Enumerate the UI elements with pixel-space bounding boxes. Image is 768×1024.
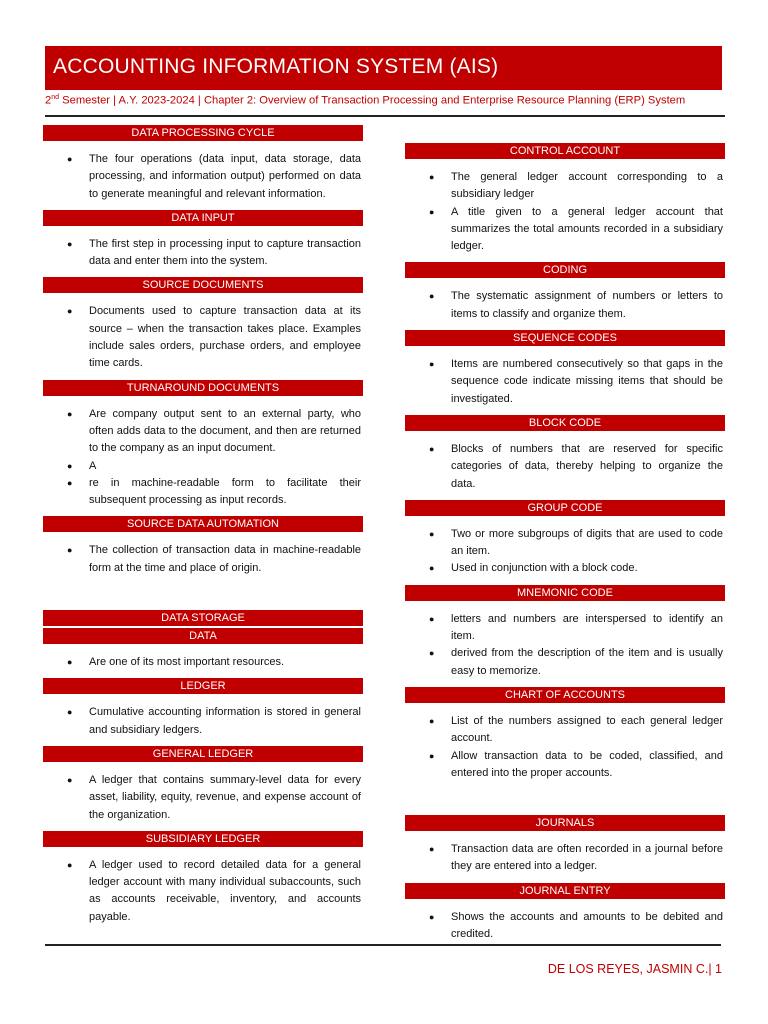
section-header: SUBSIDIARY LEDGER xyxy=(43,831,363,847)
section-data-storage xyxy=(43,610,363,671)
bullet-list xyxy=(43,226,363,271)
list-item-text: Cumulative accounting information is stored in general and subsidiary ledgers. xyxy=(89,706,361,736)
section-general-ledger xyxy=(43,746,363,824)
section-mnemonic-code xyxy=(405,585,725,680)
list-item-text: Shows the accounts and amounts to be debited and credited. xyxy=(451,910,723,941)
bullet-list xyxy=(43,762,363,824)
bullet-icon: ● xyxy=(67,859,73,870)
list-item xyxy=(405,204,725,256)
bullet-icon: ● xyxy=(67,657,73,668)
document-subtitle xyxy=(45,94,725,107)
section-data-processing-cycle xyxy=(43,125,363,203)
bullet-icon: ● xyxy=(67,477,73,488)
list-item xyxy=(43,458,363,475)
bullet-icon: ● xyxy=(67,238,73,249)
section-sequence-codes xyxy=(405,330,725,408)
bullet-list xyxy=(405,346,725,408)
list-item xyxy=(43,475,363,510)
section-header: BLOCK CODE xyxy=(405,415,725,431)
bullet-list xyxy=(405,703,725,782)
bullet-list xyxy=(43,141,363,203)
bullet-list xyxy=(43,532,363,577)
subtitle-ordinal: nd xyxy=(51,94,60,101)
section-header: GROUP CODE xyxy=(405,500,725,516)
list-item-text: Allow transaction data to be coded, classified, and entered into the proper accounts. xyxy=(451,749,723,779)
list-item xyxy=(405,441,725,493)
list-item-text: Transaction data are often recorded in a journal before they are entered into a ledger. xyxy=(451,843,723,873)
list-item xyxy=(43,406,363,458)
section-turnaround-documents xyxy=(43,380,363,510)
section-control-account xyxy=(405,143,725,255)
bullet-icon: ● xyxy=(429,206,435,217)
author-name: DE LOS REYES, JASMIN C. xyxy=(547,962,709,976)
list-item-text: Are company output sent to an external party, who often adds data to the document, and then are returned to the company as an input document. xyxy=(89,407,361,455)
list-item-text: Used in conjunction with a block code. xyxy=(451,562,638,575)
section-header: JOURNAL ENTRY xyxy=(405,883,725,899)
bullet-icon: ● xyxy=(429,172,435,182)
list-item-text: letters and numbers are interspersed to identify an item. xyxy=(451,612,723,643)
section-header: SEQUENCE CODES xyxy=(405,330,725,346)
list-item-text: The systematic assignment of numbers or letters to items to classify and organize them. xyxy=(451,290,723,320)
section-coding xyxy=(405,262,725,323)
bullet-list xyxy=(405,431,725,493)
bullet-icon: ● xyxy=(67,408,73,419)
bullet-icon: ● xyxy=(67,154,73,164)
bullet-icon: ● xyxy=(67,306,73,317)
list-item-text: A xyxy=(89,459,97,472)
section-header: CONTROL ACCOUNT xyxy=(405,143,725,159)
document-title: ACCOUNTING INFORMATION SYSTEM (AIS) xyxy=(53,55,499,78)
list-item-text: The first step in processing input to capture transaction data and enter them into the system. xyxy=(89,237,361,268)
bullet-list xyxy=(43,396,363,510)
list-item-text: A title given to a general ledger account that summarizes the total amounts recorded in a subsidiary ledger. xyxy=(451,205,723,253)
section-ledger xyxy=(43,678,363,739)
spacer xyxy=(405,789,725,815)
list-item-text: Blocks of numbers that are reserved for specific categories of data, thereby helping to organize the data. xyxy=(451,442,723,490)
list-item xyxy=(405,526,725,561)
section-source-documents xyxy=(43,277,363,372)
list-item xyxy=(43,654,363,671)
section-header: LEDGER xyxy=(43,678,363,694)
section-block-code xyxy=(405,415,725,493)
section-subsidiary-ledger xyxy=(43,831,363,926)
spacer xyxy=(43,584,363,610)
section-header: DATA PROCESSING CYCLE xyxy=(43,125,363,141)
section-header: DATA INPUT xyxy=(43,210,363,226)
list-item xyxy=(405,611,725,646)
section-header: SOURCE DOCUMENTS xyxy=(43,277,363,293)
bullet-icon: ● xyxy=(67,460,73,471)
list-item xyxy=(43,704,363,739)
list-item xyxy=(43,857,363,926)
page-footer xyxy=(548,962,722,976)
bullet-icon: ● xyxy=(429,613,435,624)
subtitle-text: Semester | A.Y. 2023-2024 | Chapter 2: Overview of Transaction Processing and Enterprise Resource Planning (ERP) System xyxy=(59,94,686,107)
page-number: | 1 xyxy=(708,962,722,976)
bullet-icon: ● xyxy=(429,443,435,454)
section-group-code xyxy=(405,500,725,578)
bullet-list xyxy=(43,644,363,671)
bullet-icon: ● xyxy=(429,911,435,922)
bullet-list xyxy=(405,899,725,944)
list-item xyxy=(405,713,725,748)
bullet-icon: ● xyxy=(429,750,435,761)
left-column xyxy=(43,125,363,933)
bullet-list xyxy=(405,516,725,578)
bullet-list xyxy=(405,278,725,323)
section-journal-entry xyxy=(405,883,725,944)
list-item-text: re in machine-readable form to facilitate their subsequent processing as input records. xyxy=(89,476,361,507)
list-item xyxy=(43,151,363,203)
bullet-list xyxy=(405,159,725,255)
bullet-icon: ● xyxy=(429,359,435,370)
bullet-list xyxy=(43,847,363,926)
list-item-text: The general ledger account corresponding to a subsidiary ledger xyxy=(451,171,723,201)
bullet-list xyxy=(43,293,363,372)
list-item-text: Items are numbered consecutively so that gaps in the sequence code indicate missing items that should be investigated. xyxy=(451,358,723,405)
section-header: CHART OF ACCOUNTS xyxy=(405,687,725,703)
list-item xyxy=(43,772,363,824)
list-item-text: Are one of its most important resources. xyxy=(89,656,285,669)
section-journals xyxy=(405,815,725,876)
list-item-text: The collection of transaction data in machine-readable form at the time and place of origin. xyxy=(89,544,361,574)
bullet-icon: ● xyxy=(67,545,73,556)
right-column xyxy=(405,143,725,950)
list-item-text: A ledger that contains summary-level data for every asset, liability, equity, revenue, and expense account of the organization. xyxy=(89,773,361,821)
list-item-text: Two or more subgroups of digits that are used to code an item. xyxy=(451,527,723,558)
list-item xyxy=(405,841,725,876)
list-item-text: The four operations (data input, data storage, data processing, and information output) performed on data to generate meaningful and relevant information. xyxy=(89,153,361,200)
section-subheader: DATA xyxy=(43,628,363,644)
list-item-text: List of the numbers assigned to each general ledger account. xyxy=(451,714,723,745)
bullet-icon: ● xyxy=(429,291,435,302)
section-header: JOURNALS xyxy=(405,815,725,831)
bullet-icon: ● xyxy=(429,715,435,726)
list-item xyxy=(405,748,725,783)
list-item xyxy=(43,542,363,577)
list-item xyxy=(405,288,725,323)
bottom-divider xyxy=(45,944,721,946)
list-item xyxy=(43,303,363,372)
bullet-list xyxy=(405,601,725,680)
list-item xyxy=(405,909,725,944)
section-header: CODING xyxy=(405,262,725,278)
bullet-icon: ● xyxy=(429,528,435,539)
list-item xyxy=(405,169,725,204)
bullet-icon: ● xyxy=(429,648,435,659)
list-item-text: A ledger used to record detailed data for a general ledger account with many individual subaccounts, such as accounts receivable, inventory, and accounts payable. xyxy=(89,858,361,923)
list-item xyxy=(405,645,725,680)
list-item-text: Documents used to capture transaction data at its source – when the transaction takes place. Examples include sales orders, purchase orders, and employee time cards. xyxy=(89,305,361,370)
section-header: MNEMONIC CODE xyxy=(405,585,725,601)
bullet-icon: ● xyxy=(429,563,435,574)
section-chart-of-accounts xyxy=(405,687,725,782)
bullet-icon: ● xyxy=(67,707,73,718)
subtitle-number: 2 xyxy=(45,94,52,107)
list-item xyxy=(405,356,725,408)
section-data-input xyxy=(43,210,363,271)
section-header: GENERAL LEDGER xyxy=(43,746,363,762)
bullet-icon: ● xyxy=(67,774,73,785)
section-header: TURNAROUND DOCUMENTS xyxy=(43,380,363,396)
list-item-text: derived from the description of the item and is usually easy to memorize. xyxy=(451,647,723,677)
section-header: DATA STORAGE xyxy=(43,610,363,626)
section-source-data-automation xyxy=(43,516,363,577)
bullet-list xyxy=(43,694,363,739)
list-item xyxy=(43,236,363,271)
bullet-icon: ● xyxy=(429,844,435,855)
list-item xyxy=(405,560,725,577)
section-header: SOURCE DATA AUTOMATION xyxy=(43,516,363,532)
top-divider xyxy=(45,115,725,117)
bullet-list xyxy=(405,831,725,876)
title-banner xyxy=(45,46,722,90)
